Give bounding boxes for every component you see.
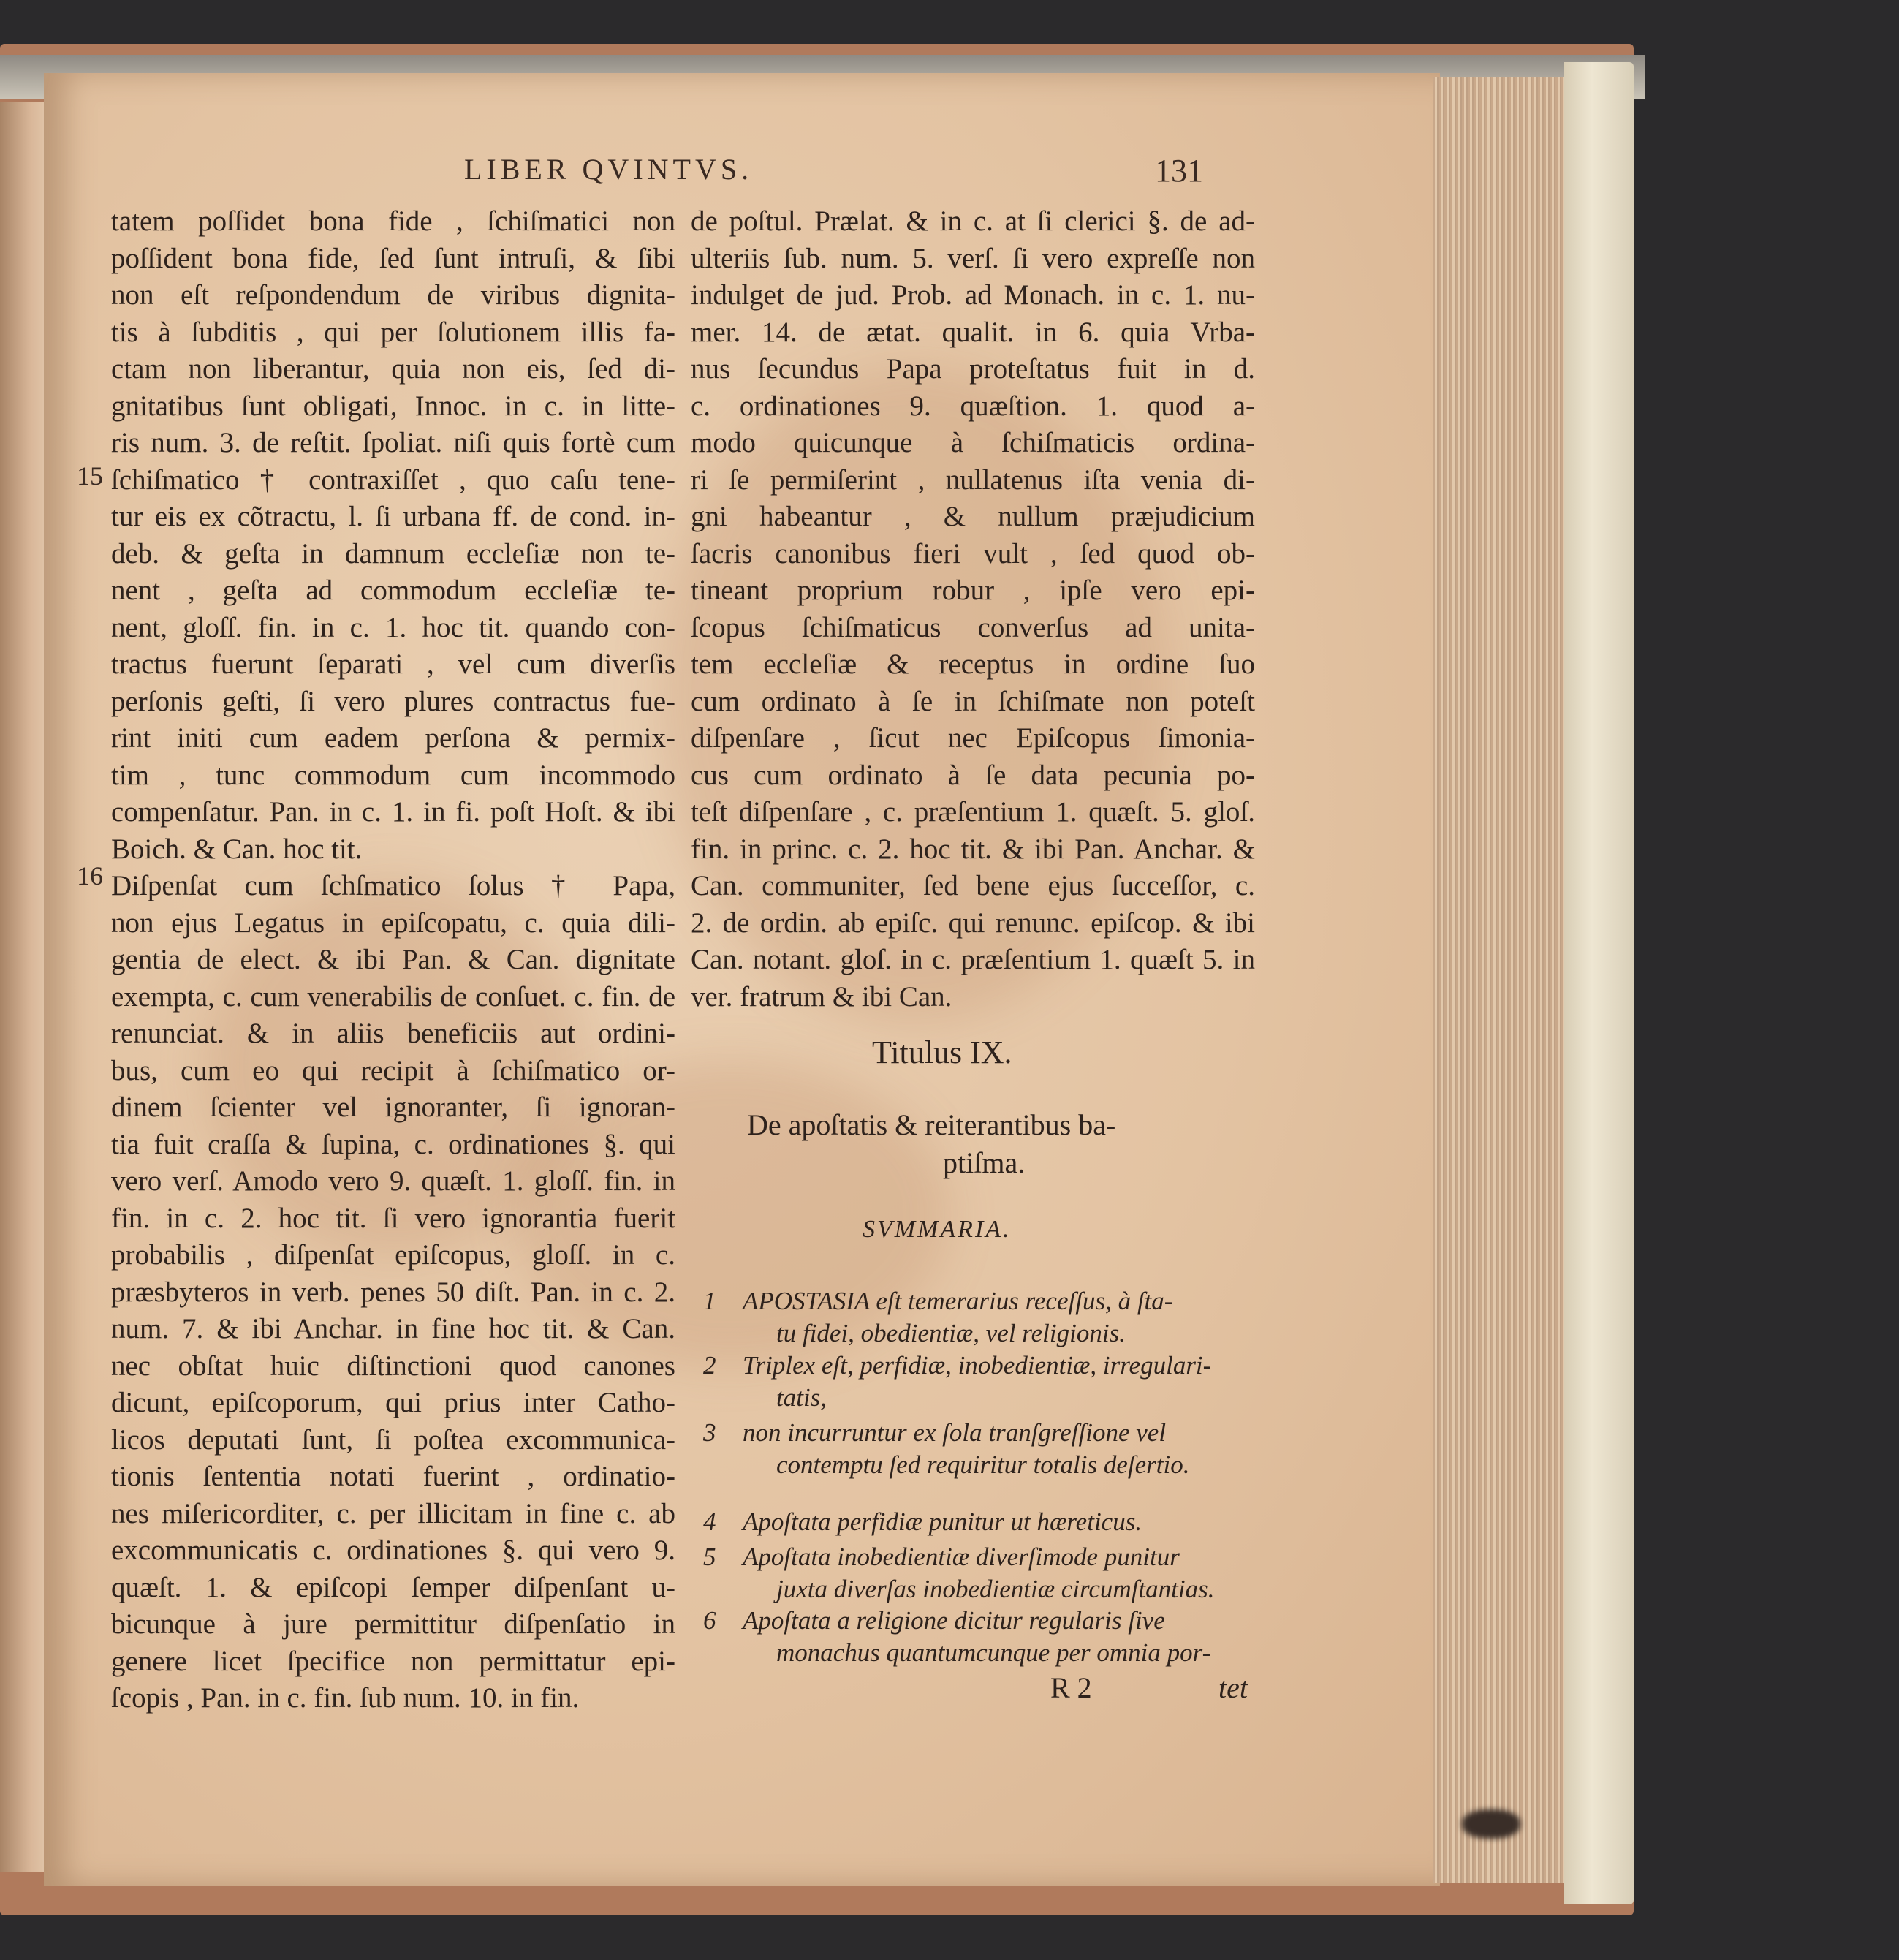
summaria-line: APOSTASIA eſt temerarius receſſus, à ſta-	[743, 1287, 1173, 1315]
text-line: diſpenſare , ſicut nec Epiſcopus ſimonia-	[691, 722, 1255, 754]
right-column-text	[691, 203, 1255, 1015]
text-line: indulget de jud. Prob. ad Monach. in c. 1. nu-	[691, 279, 1255, 311]
text-line: tatem poſſidet bona fide , ſchiſmatici non	[111, 205, 675, 237]
text-line: ſacris canonibus fieri vult , ſed quod ob-	[691, 537, 1255, 570]
text-line: Diſpenſat cum ſchſmatico ſolus † Papa,	[111, 870, 675, 901]
text-line: poſſident bona fide, ſed ſunt intruſi, & ſibi	[111, 242, 675, 274]
text-line: deb. & geſta in damnum eccleſiæ non te-	[111, 537, 675, 570]
text-line: dicunt, epiſcoporum, qui prius inter Catho-	[111, 1387, 675, 1418]
text-line: modo quicunque à ſchiſmaticis ordina-	[691, 427, 1255, 458]
summaria-number: 1	[703, 1287, 716, 1315]
text-line: tim , tunc commodum cum incommodo	[111, 759, 675, 791]
text-line: nes miſericorditer, c. per illicitam in fine c. ab	[111, 1497, 675, 1529]
text-line: tia fuit craſſa & ſupina, c. ordinationes §. qui	[111, 1128, 675, 1160]
text-line: ulteriis ſub. num. 5. verſ. ſi vero expreſſe non	[691, 242, 1255, 274]
text-line: mer. 14. de ætat. qualit. in 6. quia Vrba-	[691, 316, 1255, 348]
running-title: LIBER QVINTVS.	[464, 153, 754, 186]
subtitle-line-1: De apoſtatis & reiterantibus ba-	[747, 1108, 1116, 1141]
text-line: tis à ſubditis , qui per ſolutionem illis fa-	[111, 316, 675, 348]
summaria-line: monachus quantumcunque per omnia por-	[776, 1638, 1211, 1667]
summaria-line: contemptu ſed requiritur totalis deſertio.	[776, 1450, 1190, 1479]
summaria-label: SVMMARIA.	[863, 1216, 1012, 1243]
text-line: bicunque à jure permittitur diſpenſatio in	[111, 1608, 675, 1640]
text-line: gentia de elect. & ibi Pan. & Can. dignitate	[111, 944, 675, 975]
page-block-edge	[1433, 77, 1564, 1883]
text-line: dinem ſcienter vel ignoranter, ſi ignoran-	[111, 1091, 675, 1123]
text-line: cum ordinato à ſe in ſchiſmate non poteſt	[691, 685, 1255, 717]
summaria-line: non incurruntur ex ſola tranſgreſſione vel	[743, 1418, 1167, 1447]
text-line: Boich. & Can. hoc tit.	[111, 833, 363, 865]
text-line: nus ſecundus Papa proteſtatus fuit in d.	[691, 353, 1255, 385]
text-line: fin. in c. 2. hoc tit. ſi vero ignorantia fuerit	[111, 1202, 675, 1234]
folio-number: 131	[1155, 153, 1203, 189]
text-line: gni habeantur , & nullum præjudicium	[691, 501, 1255, 532]
summaria-number: 4	[703, 1507, 716, 1536]
summaria-number: 5	[703, 1543, 716, 1571]
titulus-heading: Titulus IX.	[872, 1034, 1012, 1070]
margin-number-15: 15	[77, 461, 103, 491]
text-line: teſt diſpenſare , c. præſentium 1. quæſt. 5. gloſ.	[691, 796, 1255, 828]
text-line: renunciat. & in aliis beneficiis aut ordini-	[111, 1018, 675, 1049]
text-line: perſonis geſti, ſi vero plures contractus fue-	[111, 685, 675, 717]
text-line: ris num. 3. de reſtit. ſpoliat. niſi quis fortè cum	[111, 427, 675, 458]
text-line: non eſt reſpondendum de viribus dignita-	[111, 279, 675, 311]
text-line: de poſtul. Prælat. & in c. at ſi clerici §. de ad-	[691, 205, 1255, 237]
text-line: rint initi cum eadem perſona & permix-	[111, 722, 675, 754]
summaria-line: Apoſtata a religione dicitur regularis ſive	[743, 1606, 1165, 1635]
text-line: tur eis ex cõtractu, l. ſi urbana ff. de cond. in-	[111, 501, 675, 532]
summaria-line: Apoſtata inobedientiæ diverſimode punitur	[743, 1543, 1180, 1571]
text-line: nec obſtat huic diſtinctioni quod canones	[111, 1350, 675, 1382]
summaria-number: 6	[703, 1606, 716, 1635]
summaria-line: Triplex eſt, perfidiæ, inobedientiæ, irregulari-	[743, 1351, 1212, 1380]
text-line: præsbyteros in verb. penes 50 diſt. Pan. in c. 2.	[111, 1276, 675, 1308]
text-line: Can. communiter, ſed bene ejus ſucceſſor, c.	[691, 870, 1255, 901]
text-line: gnitatibus ſunt obligati, Innoc. in c. in litte-	[111, 390, 675, 422]
text-line: exempta, c. cum venerabilis de conſuet. c. fin. de	[111, 980, 675, 1013]
summaria-line: juxta diverſas inobedientiæ circumſtantias.	[776, 1575, 1215, 1603]
text-line: ſchiſmatico † contraxiſſet , quo caſu tene-	[111, 463, 675, 496]
text-line: tem eccleſiæ & receptus in ordine ſuo	[691, 648, 1255, 680]
signature-mark: R 2	[1050, 1671, 1092, 1704]
text-line: genere licet ſpecifice non permittatur epi-	[111, 1645, 675, 1677]
summaria-line: tatis,	[776, 1383, 827, 1412]
text-line: tionis ſententia notati fuerint , ordinatio-	[111, 1461, 675, 1492]
summaria-line: Apoſtata perfidiæ punitur ut hæreticus.	[743, 1507, 1142, 1536]
text-line: quæſt. 1. & epiſcopi ſemper diſpenſant u-	[111, 1571, 675, 1603]
text-line: licos deputati ſunt, ſi poſtea excommunica-	[111, 1423, 675, 1456]
text-line: nent, gloſſ. fin. in c. 1. hoc tit. quando con-	[111, 611, 675, 643]
text-line: nent , geſta ad commodum eccleſiæ te-	[111, 575, 675, 606]
text-line: tractus fuerunt ſeparati , vel cum diverſis	[111, 648, 675, 680]
text-line: non ejus Legatus in epiſcopatu, c. quia dili-	[111, 907, 675, 939]
text-line: compenſatur. Pan. in c. 1. in fi. poſt Hoſt. & ibi	[111, 796, 675, 828]
margin-number-16: 16	[77, 861, 103, 890]
summaria-number: 3	[703, 1418, 716, 1447]
text-line: 2. de ordin. ab epiſc. qui renunc. epiſcop. & ibi	[691, 907, 1255, 939]
text-line: ri ſe permiſerint , nullatenus iſta venia di-	[691, 463, 1255, 496]
text-line: ſcopus ſchiſmaticus converſus ad unita-	[691, 611, 1255, 643]
summaria-line: tu fidei, obedientiæ, vel religionis.	[776, 1319, 1126, 1347]
subtitle-line-2: ptiſma.	[943, 1146, 1026, 1179]
text-line: Can. notant. gloſ. in c. præſentium 1. quæſt 5. in	[691, 944, 1255, 975]
catchword: tet	[1218, 1671, 1248, 1704]
text-line: tineant proprium robur , ipſe vero epi-	[691, 575, 1255, 606]
summaria-number: 2	[703, 1351, 716, 1380]
text-line: num. 7. & ibi Anchar. in fine hoc tit. & Can.	[111, 1313, 675, 1344]
ink-smudge	[1462, 1809, 1520, 1839]
text-line: bus, cum eo qui recipit à ſchiſmatico or-	[111, 1054, 675, 1086]
left-column-text	[111, 203, 675, 1717]
text-line: cus cum ordinato à ſe data pecunia po-	[691, 759, 1255, 791]
text-line: excommunicatis c. ordinationes §. qui vero 9.	[111, 1535, 675, 1566]
text-line: probabilis , diſpenſat epiſcopus, gloſſ. in c.	[111, 1239, 675, 1271]
text-line: fin. in princ. c. 2. hoc tit. & ibi Pan. Anchar. &	[691, 833, 1255, 865]
text-line: vero verſ. Amodo vero 9. quæſt. 1. gloſſ. fin. in	[111, 1165, 675, 1197]
text-line: ſcopis , Pan. in c. fin. ſub num. 10. in fin.	[111, 1682, 580, 1714]
text-line: ver. fratrum & ibi Can.	[691, 980, 952, 1013]
vellum-binding	[1564, 62, 1634, 1904]
text-line: ctam non liberantur, quia non eis, ſed di-	[111, 353, 675, 385]
text-line: c. ordinationes 9. quæſtion. 1. quod a-	[691, 390, 1255, 422]
